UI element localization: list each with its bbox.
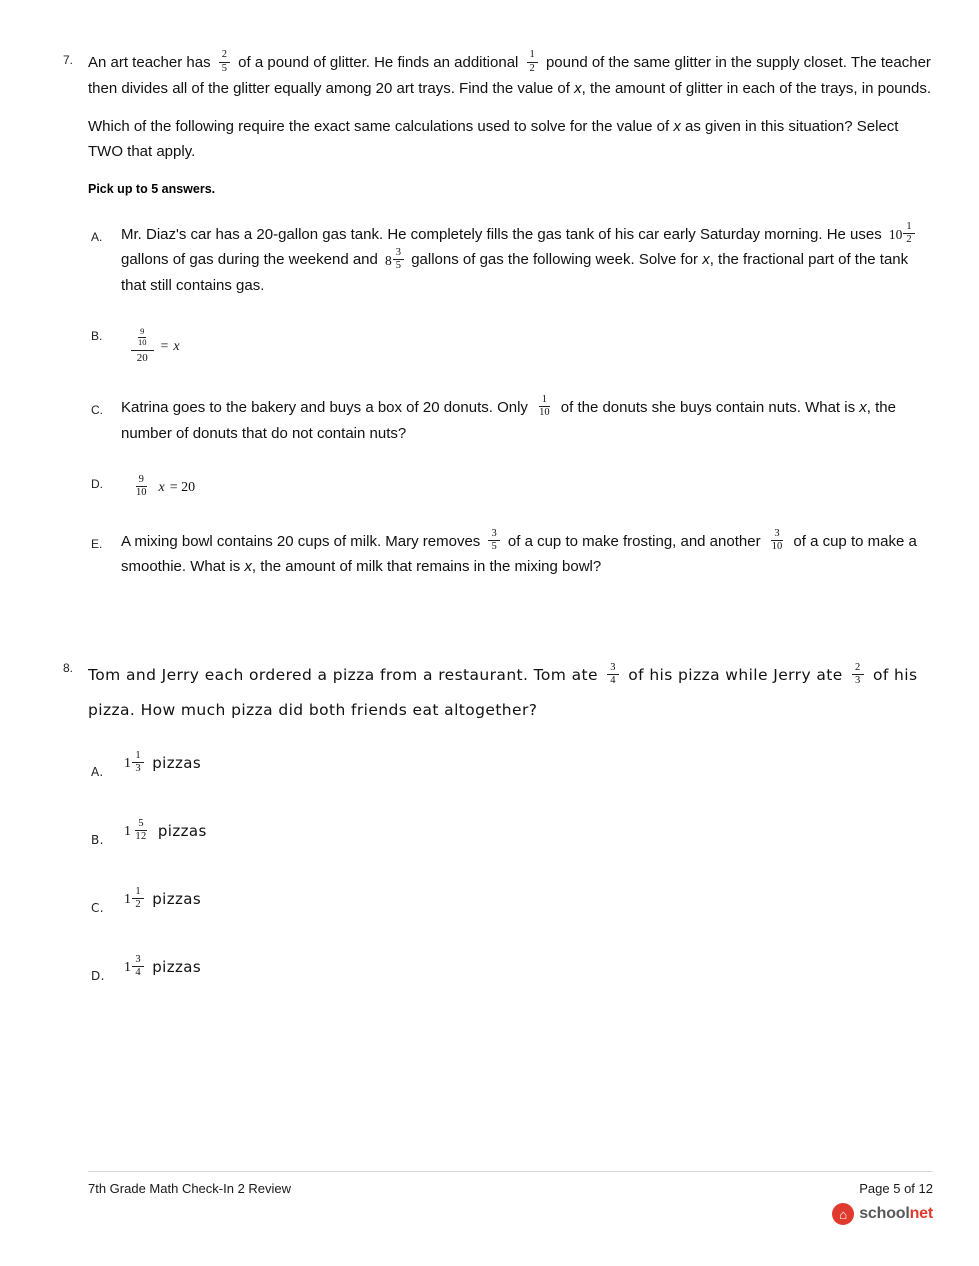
option-label: B.	[91, 328, 103, 343]
math-text: =	[160, 338, 169, 354]
option-content	[121, 321, 933, 372]
text-segment: pound of the same glitter in the supply closet. The teacher then divides all of the glitter equally among 20 art trays. Find the value of	[88, 54, 931, 97]
text-segment: gallons of gas the following week. Solve for	[407, 251, 703, 269]
fraction-numerator: 1	[539, 394, 550, 407]
fraction-denominator: 5	[221, 62, 227, 74]
fraction-numerator: 3	[488, 528, 499, 541]
fraction	[133, 474, 150, 499]
fraction-denominator: 2	[529, 62, 535, 74]
fraction-denominator: 3	[855, 675, 861, 687]
option-content	[121, 529, 933, 580]
option-label: D.	[91, 476, 103, 491]
mixed-number	[889, 222, 915, 247]
fraction-numerator: 3	[393, 247, 404, 260]
schoolnet-logo	[88, 1203, 933, 1225]
text-segment: gallons of gas during the weekend and	[121, 251, 383, 269]
text-segment: Tom and Jerry each ordered a pizza from a restaurant. Tom ate	[88, 666, 604, 685]
text-segment: pizzas	[147, 754, 202, 773]
fraction	[136, 327, 149, 348]
option-label: B.	[91, 833, 104, 848]
question-7-paragraph-2	[88, 114, 933, 164]
question-8-paragraph-1	[88, 658, 933, 728]
text-segment: A mixing bowl contains 20 cups of milk. Mary removes	[121, 532, 485, 550]
variable: x	[859, 398, 867, 416]
fraction	[527, 49, 538, 74]
variable: x	[673, 117, 681, 135]
text-segment: , the amount of glitter in each of the trays, in pounds.	[581, 79, 931, 97]
answer-option-b	[91, 818, 933, 858]
mixed-number	[124, 955, 144, 981]
answer-option-b	[91, 321, 933, 372]
question-7-answer-options	[88, 222, 933, 580]
option-content	[121, 395, 933, 446]
fraction-numerator: 1	[527, 49, 538, 62]
fraction-denominator: 10	[136, 486, 147, 498]
math-variable: x	[173, 338, 180, 354]
mixed-number	[124, 751, 144, 777]
option-content	[121, 222, 933, 298]
option-label: A.	[91, 229, 103, 244]
pick-instruction: Pick up to 5 answers.	[88, 181, 216, 196]
question-7-number: 7.	[63, 53, 74, 67]
fraction-numerator: 3	[771, 528, 782, 541]
option-label: C.	[91, 901, 104, 916]
fraction-denominator: 5	[491, 541, 497, 553]
option-content	[121, 469, 933, 506]
text-segment: of his pizza while Jerry ate	[622, 666, 848, 685]
fraction	[132, 750, 144, 775]
fraction-denominator: 10	[138, 336, 147, 347]
fraction-denominator: 2	[135, 899, 142, 911]
math-text: = 20	[169, 479, 196, 495]
fraction-numerator: 1	[903, 221, 914, 234]
option-label: E.	[91, 536, 103, 551]
text-segment: An art teacher has	[88, 54, 215, 71]
text-segment: , the amount of milk that remains in the mixing bowl?	[251, 558, 602, 576]
fraction-denominator: 3	[135, 763, 142, 775]
fraction-numerator: 5	[135, 818, 147, 831]
mixed-number	[385, 248, 404, 273]
whole-number: 1	[124, 755, 132, 771]
text-segment: of the donuts she buys contain nuts. What is	[556, 398, 860, 416]
complex-fraction	[131, 326, 154, 365]
answer-option-a	[91, 222, 933, 298]
question-8-number: 8.	[63, 661, 74, 676]
whole-number: 8	[385, 252, 392, 268]
fraction	[903, 221, 914, 246]
variable: x	[574, 79, 582, 97]
option-content	[121, 750, 933, 790]
schoolnet-logo-text-school: school	[859, 1205, 910, 1222]
text-segment: Which of the following require the exact same calculations used to solve for the value of	[88, 117, 674, 135]
question-8	[63, 658, 933, 1022]
option-label: A.	[91, 765, 104, 780]
option-content	[121, 818, 933, 858]
complex-fraction-denominator: 20	[136, 352, 148, 365]
footer-document-title: 7th Grade Math Check-In 2 Review	[88, 1181, 292, 1196]
fraction	[769, 528, 786, 553]
schoolnet-house-icon: ⌂	[832, 1203, 854, 1225]
text-segment: pizzas	[147, 958, 202, 977]
question-8-answer-options	[88, 750, 933, 994]
math-variable: x	[158, 479, 165, 495]
whole-number: 1	[124, 959, 132, 975]
schoolnet-logo-text-net: net	[909, 1205, 933, 1222]
text-segment: pizzas	[152, 822, 207, 841]
fraction	[852, 662, 864, 687]
fraction	[132, 818, 149, 843]
whole-number: 1	[124, 823, 132, 839]
option-label: D.	[91, 969, 105, 984]
fraction	[393, 247, 404, 272]
page-footer	[88, 1171, 933, 1225]
question-8-body	[88, 658, 933, 1022]
variable: x	[702, 251, 710, 269]
question-7-paragraph-1	[88, 50, 933, 101]
fraction-numerator: 2	[219, 49, 230, 62]
text-segment: , the number of donuts that do not contain nuts?	[121, 398, 896, 442]
fraction	[488, 528, 499, 553]
text-segment: of a cup to make a smoothie. What is	[121, 532, 917, 576]
question-7	[63, 50, 933, 602]
text-segment: , the fractional part of the tank that still contains gas.	[121, 251, 909, 294]
fraction-numerator: 3	[132, 954, 144, 967]
schoolnet-logo-text	[859, 1205, 933, 1223]
fraction-denominator: 10	[771, 541, 783, 553]
fraction-denominator: 10	[539, 407, 550, 419]
option-content	[121, 954, 933, 994]
fraction-denominator: 4	[135, 967, 142, 979]
option-content	[121, 886, 933, 926]
variable: x	[244, 558, 252, 576]
fraction-numerator: 2	[852, 662, 864, 675]
text-segment: of his pizza. How much pizza did both friends eat altogether?	[88, 666, 918, 720]
fraction-numerator: 9	[136, 474, 147, 487]
text-segment: of a cup to make frosting, and another	[503, 532, 765, 550]
fraction-numerator: 1	[132, 750, 144, 763]
fraction-denominator: 2	[906, 234, 912, 246]
answer-option-c	[91, 886, 933, 926]
answer-option-c	[91, 395, 933, 446]
fraction-numerator: 1	[132, 886, 144, 899]
answer-option-d	[91, 954, 933, 994]
complex-fraction-numerator	[131, 326, 154, 352]
fraction	[607, 662, 619, 687]
fraction-denominator: 12	[135, 831, 147, 843]
answer-option-a	[91, 750, 933, 790]
whole-number: 10	[888, 227, 903, 243]
option-label: C.	[91, 402, 103, 417]
fraction-denominator: 4	[610, 675, 616, 687]
footer-page-number: Page 5 of 12	[859, 1181, 933, 1196]
whole-number: 1	[124, 891, 132, 907]
answer-option-e	[91, 529, 933, 580]
mixed-number	[124, 887, 144, 913]
mixed-number	[124, 819, 150, 845]
fraction-numerator: 9	[140, 325, 145, 336]
fraction	[132, 886, 144, 911]
text-segment: as given in this situation? Select TWO that apply.	[88, 117, 899, 160]
text-segment: Mr. Diaz's car has a 20-gallon gas tank. He completely fills the gas tank of his car early Saturday morning. He uses	[121, 225, 886, 243]
text-segment: Katrina goes to the bakery and buys a box of 20 donuts. Only	[121, 398, 533, 416]
text-segment: pizzas	[147, 890, 202, 909]
answer-option-d	[91, 469, 933, 506]
fraction	[536, 394, 553, 419]
text-segment: of a pound of glitter. He finds an additional	[234, 54, 523, 71]
fraction	[132, 954, 144, 979]
fraction-denominator: 5	[395, 259, 402, 271]
question-7-body	[88, 50, 933, 602]
fraction-numerator: 3	[607, 662, 619, 675]
fraction	[219, 49, 230, 74]
